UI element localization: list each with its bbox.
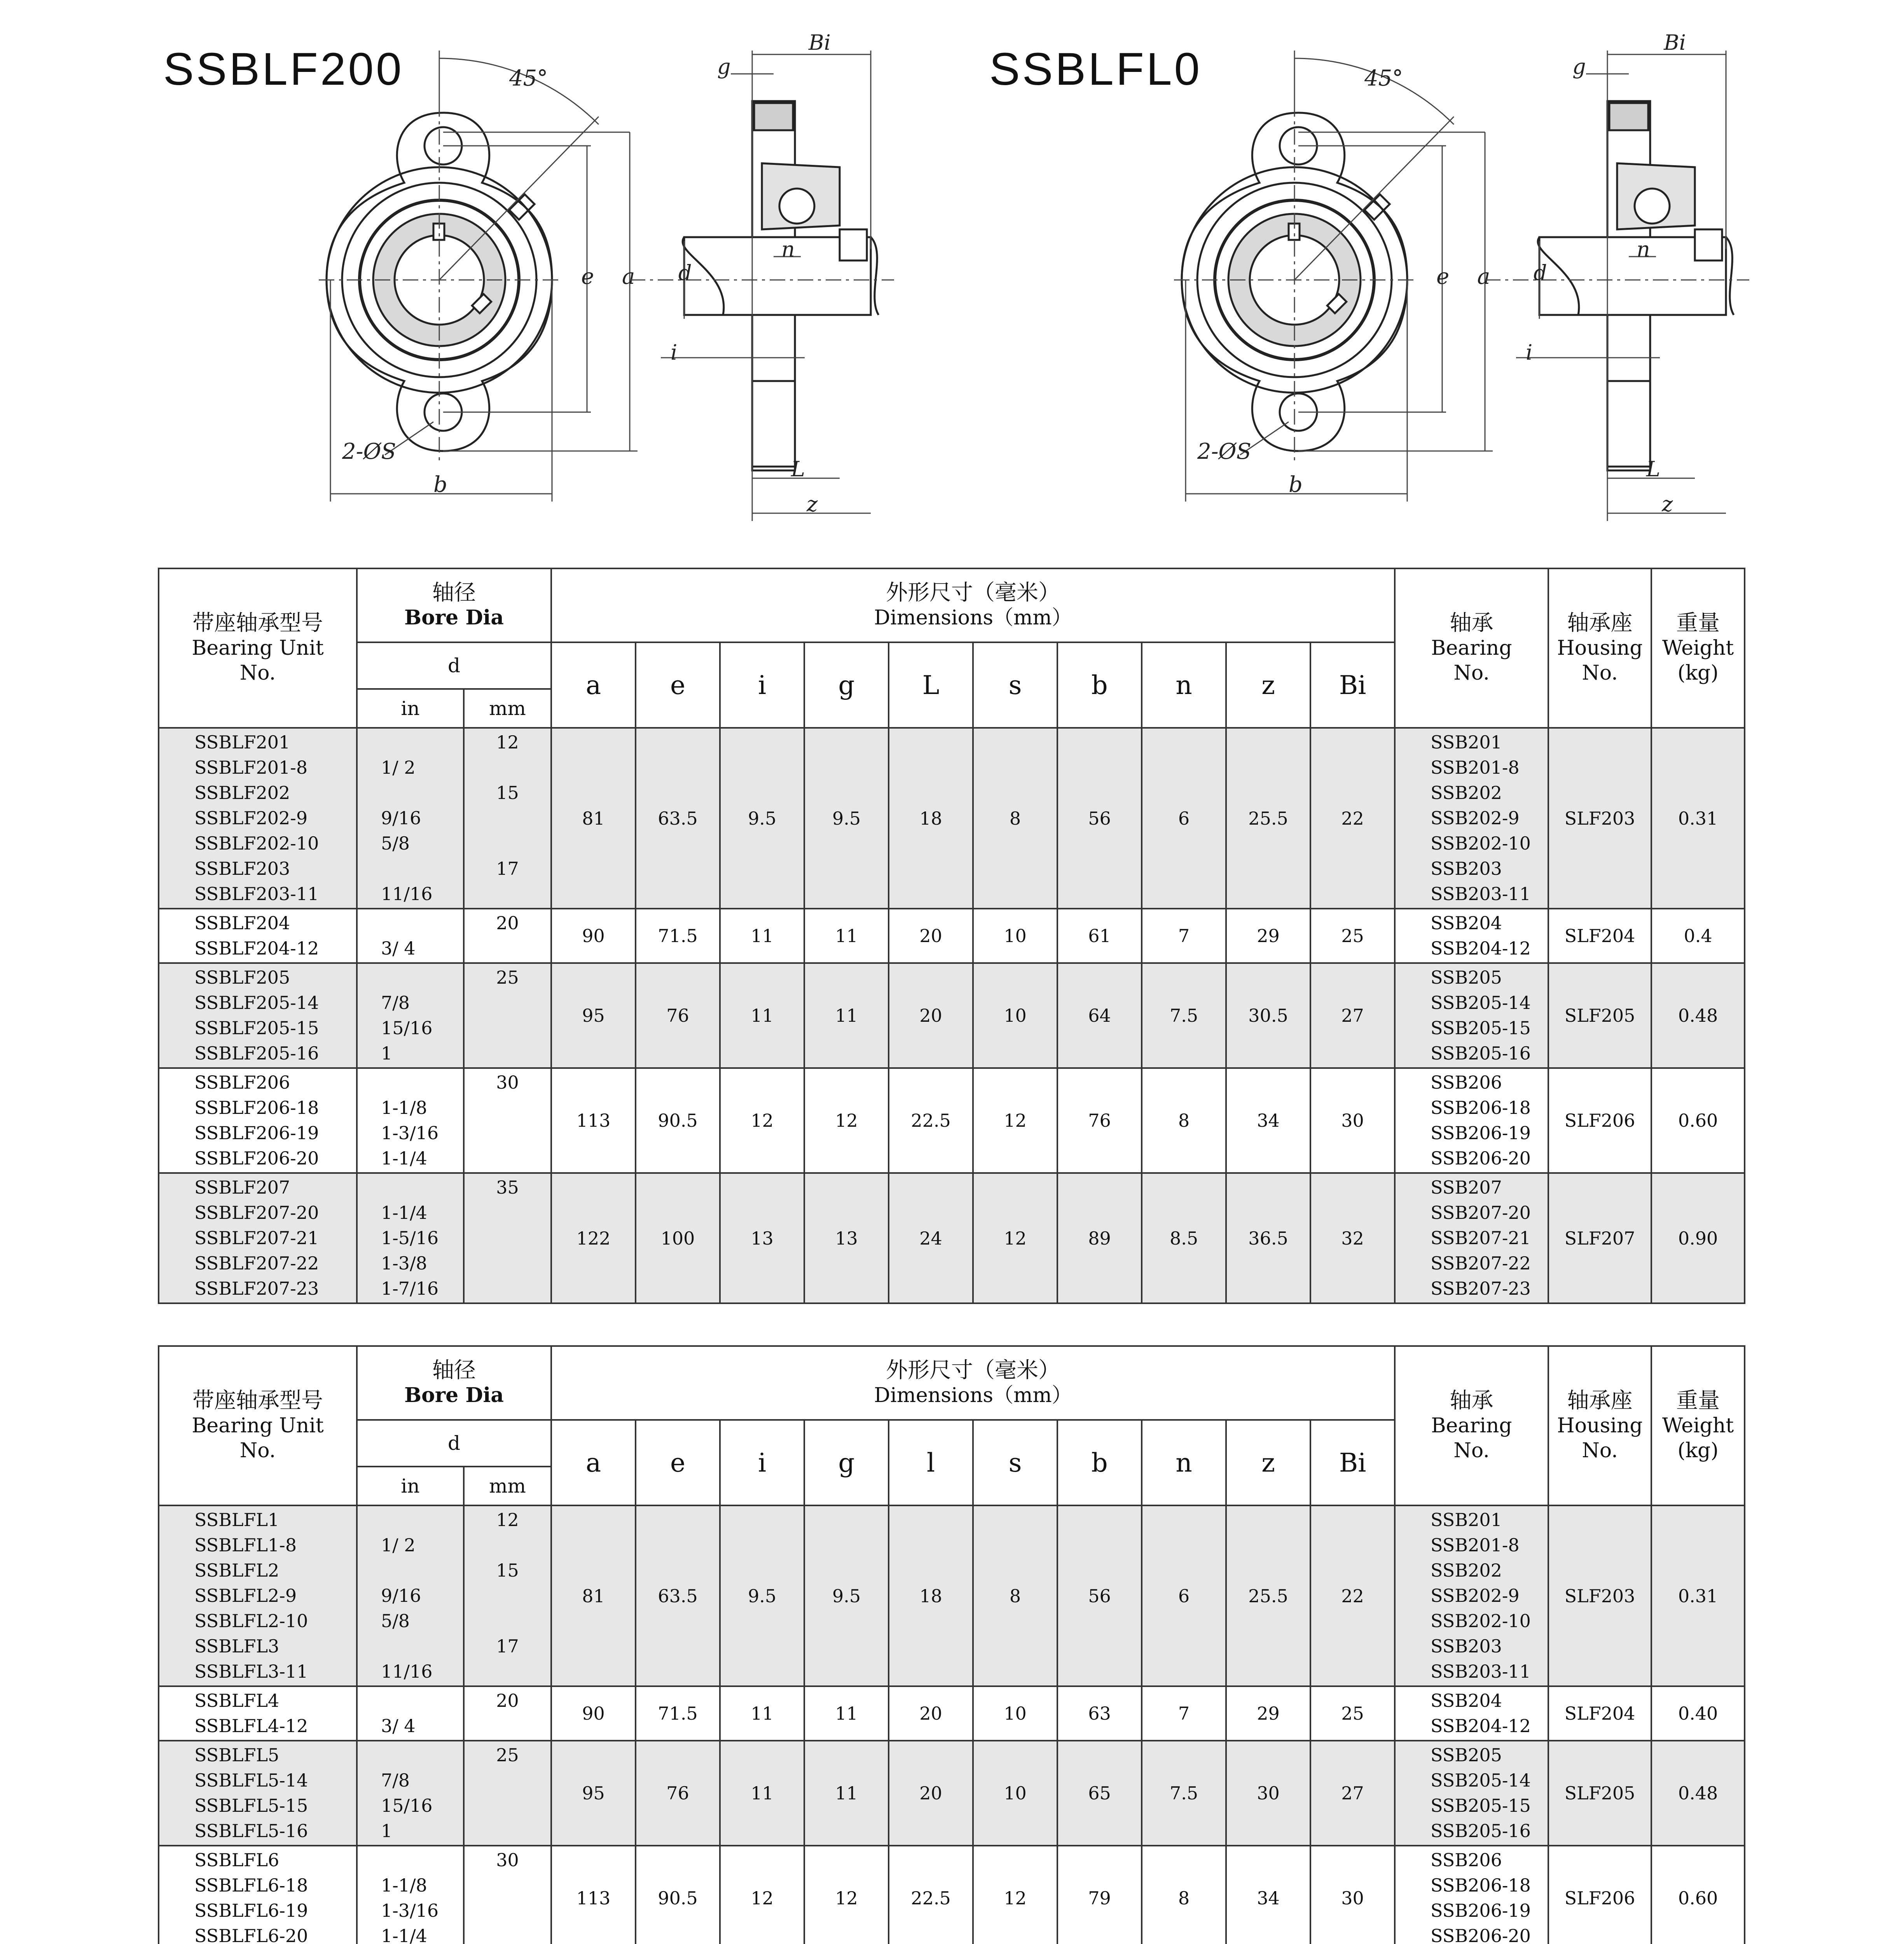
unit-list: SSBLF201 SSBLF201-8 SSBLF202 SSBLF202-9 SSBLF202-10 SSBLF203 SSBLF203-11 — [159, 728, 357, 909]
dim-e-label: e — [581, 264, 594, 289]
dim-cell: 11 — [804, 1741, 889, 1846]
header-dim-col: Bi — [1310, 642, 1395, 728]
dim-cell: 9.5 — [804, 728, 889, 909]
housing-cell: SLF203 — [1548, 1505, 1651, 1686]
dim-cell: 34 — [1226, 1068, 1310, 1173]
dim-cell: 113 — [551, 1068, 636, 1173]
dim-cell: 18 — [889, 1505, 973, 1686]
table-row — [159, 1686, 1745, 1741]
table-row — [159, 1173, 1745, 1303]
dim-cell: 18 — [889, 728, 973, 909]
dim-cell: 8.5 — [1142, 1173, 1226, 1303]
bearing-list: SSB206 SSB206-18 SSB206-19 SSB206-20 — [1395, 1846, 1548, 1944]
dim-cell: 90 — [551, 909, 636, 963]
header-dim-col: e — [636, 642, 720, 728]
weight-cell: 0.60 — [1651, 1068, 1745, 1173]
dim-cell: 32 — [1310, 1173, 1395, 1303]
housing-cell: SLF204 — [1548, 909, 1651, 963]
dim-cell: 63.5 — [636, 1505, 720, 1686]
dim-cell: 76 — [636, 963, 720, 1068]
technical-drawing-right — [855, 0, 1788, 537]
dim-cell: 81 — [551, 728, 636, 909]
dim-b-label: b — [1289, 472, 1303, 497]
dim-l-label: L — [791, 457, 805, 481]
dim-cell: 10 — [973, 1741, 1057, 1846]
dim-cell: 7 — [1142, 909, 1226, 963]
unit-list: SSBLFL6 SSBLFL6-18 SSBLFL6-19 SSBLFL6-20 — [159, 1846, 357, 1944]
bore-inch-list: 3/ 4 — [357, 1686, 464, 1741]
header-dim-col: z — [1226, 642, 1310, 728]
header-bearing-no: 轴承 Bearing No. — [1395, 568, 1548, 728]
weight-cell: 0.31 — [1651, 728, 1745, 909]
header-bearing-unit: 带座轴承型号 Bearing Unit No. — [159, 1346, 357, 1505]
header-dim-col: g — [804, 642, 889, 728]
table-row — [159, 1505, 1745, 1686]
dim-cell: 12 — [720, 1068, 804, 1173]
header-weight: 重量 Weight (kg) — [1651, 1346, 1745, 1505]
dim-n-label: n — [781, 237, 795, 262]
dim-cell: 7.5 — [1142, 963, 1226, 1068]
dim-cell: 11 — [804, 1686, 889, 1741]
header-bearing-unit: 带座轴承型号 Bearing Unit No. — [159, 568, 357, 728]
dim-cell: 30.5 — [1226, 963, 1310, 1068]
dim-cell: 27 — [1310, 1741, 1395, 1846]
dim-cell: 30 — [1226, 1741, 1310, 1846]
dim-cell: 10 — [973, 1686, 1057, 1741]
header-d: d — [357, 642, 551, 689]
dim-cell: 34 — [1226, 1846, 1310, 1944]
dim-cell: 25 — [1310, 909, 1395, 963]
dim-cell: 10 — [973, 909, 1057, 963]
dim-e-label: e — [1436, 264, 1450, 289]
dim-cell: 22 — [1310, 728, 1395, 909]
header-dim-col: s — [973, 642, 1057, 728]
dim-cell: 11 — [720, 1741, 804, 1846]
header-dim-col: Bi — [1310, 1420, 1395, 1505]
table-row — [159, 728, 1745, 909]
unit-list: SSBLF206 SSBLF206-18 SSBLF206-19 SSBLF206-20 — [159, 1068, 357, 1173]
bearing-list: SSB201 SSB201-8 SSB202 SSB202-9 SSB202-10 SSB203 SSB203-11 — [1395, 728, 1548, 909]
dim-cell: 25 — [1310, 1686, 1395, 1741]
dim-cell: 7 — [1142, 1686, 1226, 1741]
dim-cell: 11 — [804, 963, 889, 1068]
bore-mm-list: 35 — [464, 1173, 551, 1303]
header-dim-col: L — [889, 642, 973, 728]
table-row — [159, 1846, 1745, 1944]
dim-cell: 64 — [1057, 963, 1142, 1068]
housing-cell: SLF203 — [1548, 728, 1651, 909]
dim-cell: 12 — [720, 1846, 804, 1944]
header-dim-col: l — [889, 1420, 973, 1505]
dim-cell: 100 — [636, 1173, 720, 1303]
dim-cell: 79 — [1057, 1846, 1142, 1944]
dim-cell: 13 — [720, 1173, 804, 1303]
dim-cell: 25.5 — [1226, 1505, 1310, 1686]
bore-inch-list: 1/ 2 9/16 5/8 11/16 — [357, 728, 464, 909]
dim-cell: 65 — [1057, 1741, 1142, 1846]
header-housing-no: 轴承座 Housing No. — [1548, 568, 1651, 728]
dim-cell: 56 — [1057, 728, 1142, 909]
bearing-list: SSB206 SSB206-18 SSB206-19 SSB206-20 — [1395, 1068, 1548, 1173]
bore-inch-list: 7/8 15/16 1 — [357, 1741, 464, 1846]
dim-cell: 11 — [720, 909, 804, 963]
weight-cell: 0.48 — [1651, 1741, 1745, 1846]
dim-cell: 20 — [889, 1741, 973, 1846]
dim-n-label: n — [1637, 237, 1650, 262]
dim-cell: 8 — [973, 1505, 1057, 1686]
header-weight: 重量 Weight (kg) — [1651, 568, 1745, 728]
dim-cell: 10 — [973, 963, 1057, 1068]
model-title-right: SSBLFL0 — [989, 44, 1202, 95]
weight-cell: 0.90 — [1651, 1173, 1745, 1303]
weight-cell: 0.4 — [1651, 909, 1745, 963]
dim-cell: 12 — [804, 1846, 889, 1944]
table-row — [159, 963, 1745, 1068]
table-row — [159, 1068, 1745, 1173]
bearing-list: SSB201 SSB201-8 SSB202 SSB202-9 SSB202-10 SSB203 SSB203-11 — [1395, 1505, 1548, 1686]
header-dim-col: b — [1057, 642, 1142, 728]
unit-list: SSBLF205 SSBLF205-14 SSBLF205-15 SSBLF205-16 — [159, 963, 357, 1068]
dim-cell: 20 — [889, 1686, 973, 1741]
dim-cell: 11 — [720, 1686, 804, 1741]
dim-cell: 30 — [1310, 1846, 1395, 1944]
header-mm: mm — [464, 1467, 551, 1505]
bore-inch-list: 1-1/8 1-3/16 1-1/4 — [357, 1846, 464, 1944]
header-mm: mm — [464, 689, 551, 728]
dim-d-label: d — [1534, 260, 1547, 285]
header-dim-col: z — [1226, 1420, 1310, 1505]
dim-cell: 122 — [551, 1173, 636, 1303]
header-dim-col: g — [804, 1420, 889, 1505]
header-housing-no: 轴承座 Housing No. — [1548, 1346, 1651, 1505]
bearing-list: SSB207 SSB207-20 SSB207-21 SSB207-22 SSB207-23 — [1395, 1173, 1548, 1303]
unit-list: SSBLFL5 SSBLFL5-14 SSBLFL5-15 SSBLFL5-16 — [159, 1741, 357, 1846]
dim-cell: 9.5 — [804, 1505, 889, 1686]
dim-cell: 90 — [551, 1686, 636, 1741]
dim-cell: 95 — [551, 963, 636, 1068]
dim-cell: 61 — [1057, 909, 1142, 963]
bore-inch-list: 1-1/8 1-3/16 1-1/4 — [357, 1068, 464, 1173]
dim-cell: 8 — [1142, 1846, 1226, 1944]
dim-cell: 12 — [973, 1068, 1057, 1173]
header-dimensions: 外形尺寸（毫米） Dimensions（mm） — [551, 1346, 1395, 1420]
dim-cell: 76 — [1057, 1068, 1142, 1173]
dim-cell: 22.5 — [889, 1068, 973, 1173]
dim-cell: 76 — [636, 1741, 720, 1846]
dim-bi-label: Bi — [809, 30, 831, 55]
spec-table-ssblfl0 — [158, 1345, 1745, 1944]
dim-cell: 9.5 — [720, 1505, 804, 1686]
header-dim-col: i — [720, 1420, 804, 1505]
housing-cell: SLF206 — [1548, 1846, 1651, 1944]
dim-cell: 8 — [1142, 1068, 1226, 1173]
header-bore-dia: 轴径 Bore Dia — [357, 568, 551, 642]
dim-l-label: L — [1646, 457, 1660, 481]
unit-list: SSBLFL1 SSBLFL1-8 SSBLFL2 SSBLFL2-9 SSBLFL2-10 SSBLFL3 SSBLFL3-11 — [159, 1505, 357, 1686]
dim-cell: 36.5 — [1226, 1173, 1310, 1303]
bore-inch-list: 3/ 4 — [357, 909, 464, 963]
dim-bi-label: Bi — [1664, 30, 1686, 55]
dim-cell: 71.5 — [636, 1686, 720, 1741]
dim-cell: 63.5 — [636, 728, 720, 909]
dim-cell: 12 — [804, 1068, 889, 1173]
dim-cell: 12 — [973, 1173, 1057, 1303]
dim-cell: 6 — [1142, 728, 1226, 909]
weight-cell: 0.48 — [1651, 963, 1745, 1068]
dim-d-label: d — [678, 260, 692, 285]
dim-cell: 30 — [1310, 1068, 1395, 1173]
dim-cell: 20 — [889, 909, 973, 963]
dim-b-label: b — [433, 472, 447, 497]
bearing-list: SSB205 SSB205-14 SSB205-15 SSB205-16 — [1395, 963, 1548, 1068]
dim-cell: 12 — [973, 1846, 1057, 1944]
dim-cell: 89 — [1057, 1173, 1142, 1303]
housing-cell: SLF206 — [1548, 1068, 1651, 1173]
holes-label: 2-ØS — [1197, 439, 1251, 464]
bearing-list: SSB204 SSB204-12 — [1395, 909, 1548, 963]
dim-z-label: z — [807, 492, 818, 516]
header-dim-col: b — [1057, 1420, 1142, 1505]
housing-cell: SLF205 — [1548, 1741, 1651, 1846]
header-dim-col: s — [973, 1420, 1057, 1505]
dim-cell: 27 — [1310, 963, 1395, 1068]
housing-cell: SLF205 — [1548, 963, 1651, 1068]
weight-cell: 0.40 — [1651, 1686, 1745, 1741]
dim-cell: 24 — [889, 1173, 973, 1303]
dim-g-label: g — [1572, 54, 1586, 79]
bore-mm-list: 12 15 17 — [464, 728, 551, 909]
dim-cell: 7.5 — [1142, 1741, 1226, 1846]
bore-mm-list: 30 — [464, 1846, 551, 1944]
dim-cell: 90.5 — [636, 1846, 720, 1944]
dim-cell: 81 — [551, 1505, 636, 1686]
dim-cell: 22.5 — [889, 1846, 973, 1944]
dim-z-label: z — [1662, 492, 1673, 516]
dim-cell: 6 — [1142, 1505, 1226, 1686]
technical-drawing-left — [0, 0, 933, 537]
dim-cell: 113 — [551, 1846, 636, 1944]
dim-cell: 95 — [551, 1741, 636, 1846]
spec-table-ssblf200 — [158, 568, 1745, 1304]
header-bearing-no: 轴承 Bearing No. — [1395, 1346, 1548, 1505]
header-in: in — [357, 689, 464, 728]
angle-label: 45° — [509, 66, 548, 91]
housing-cell: SLF204 — [1548, 1686, 1651, 1741]
header-in: in — [357, 1467, 464, 1505]
dim-a-label: a — [1477, 264, 1490, 289]
weight-cell: 0.31 — [1651, 1505, 1745, 1686]
housing-cell: SLF207 — [1548, 1173, 1651, 1303]
dim-cell: 63 — [1057, 1686, 1142, 1741]
header-dim-col: i — [720, 642, 804, 728]
unit-list: SSBLF207 SSBLF207-20 SSBLF207-21 SSBLF207-22 SSBLF207-23 — [159, 1173, 357, 1303]
dim-cell: 13 — [804, 1173, 889, 1303]
dim-i-label: i — [671, 340, 678, 365]
dim-g-label: g — [717, 54, 731, 79]
header-dimensions: 外形尺寸（毫米） Dimensions（mm） — [551, 568, 1395, 642]
header-bore-dia: 轴径 Bore Dia — [357, 1346, 551, 1420]
bore-inch-list: 1/ 2 9/16 5/8 11/16 — [357, 1505, 464, 1686]
weight-cell: 0.60 — [1651, 1846, 1745, 1944]
bore-mm-list: 30 — [464, 1068, 551, 1173]
dim-cell: 22 — [1310, 1505, 1395, 1686]
dim-cell: 56 — [1057, 1505, 1142, 1686]
table-row — [159, 909, 1745, 963]
dim-cell: 25.5 — [1226, 728, 1310, 909]
bore-mm-list: 12 15 17 — [464, 1505, 551, 1686]
table-row — [159, 1741, 1745, 1846]
header-dim-col: n — [1142, 1420, 1226, 1505]
header-d: d — [357, 1420, 551, 1467]
holes-label: 2-ØS — [342, 439, 396, 464]
bore-mm-list: 20 — [464, 1686, 551, 1741]
dim-cell: 20 — [889, 963, 973, 1068]
unit-list: SSBLFL4 SSBLFL4-12 — [159, 1686, 357, 1741]
dim-cell: 71.5 — [636, 909, 720, 963]
dim-cell: 29 — [1226, 909, 1310, 963]
bearing-list: SSB205 SSB205-14 SSB205-15 SSB205-16 — [1395, 1741, 1548, 1846]
header-dim-col: e — [636, 1420, 720, 1505]
model-title-left: SSBLF200 — [163, 44, 404, 95]
bore-inch-list: 7/8 15/16 1 — [357, 963, 464, 1068]
dim-a-label: a — [622, 264, 635, 289]
bearing-list: SSB204 SSB204-12 — [1395, 1686, 1548, 1741]
dim-cell: 9.5 — [720, 728, 804, 909]
header-dim-col: a — [551, 642, 636, 728]
bore-mm-list: 20 — [464, 909, 551, 963]
bore-mm-list: 25 — [464, 1741, 551, 1846]
angle-label: 45° — [1364, 66, 1403, 91]
dim-cell: 29 — [1226, 1686, 1310, 1741]
header-dim-col: n — [1142, 642, 1226, 728]
bore-inch-list: 1-1/4 1-5/16 1-3/8 1-7/16 — [357, 1173, 464, 1303]
header-dim-col: a — [551, 1420, 636, 1505]
dim-i-label: i — [1526, 340, 1533, 365]
unit-list: SSBLF204 SSBLF204-12 — [159, 909, 357, 963]
dim-cell: 11 — [804, 909, 889, 963]
dim-cell: 8 — [973, 728, 1057, 909]
bore-mm-list: 25 — [464, 963, 551, 1068]
dim-cell: 11 — [720, 963, 804, 1068]
dim-cell: 90.5 — [636, 1068, 720, 1173]
